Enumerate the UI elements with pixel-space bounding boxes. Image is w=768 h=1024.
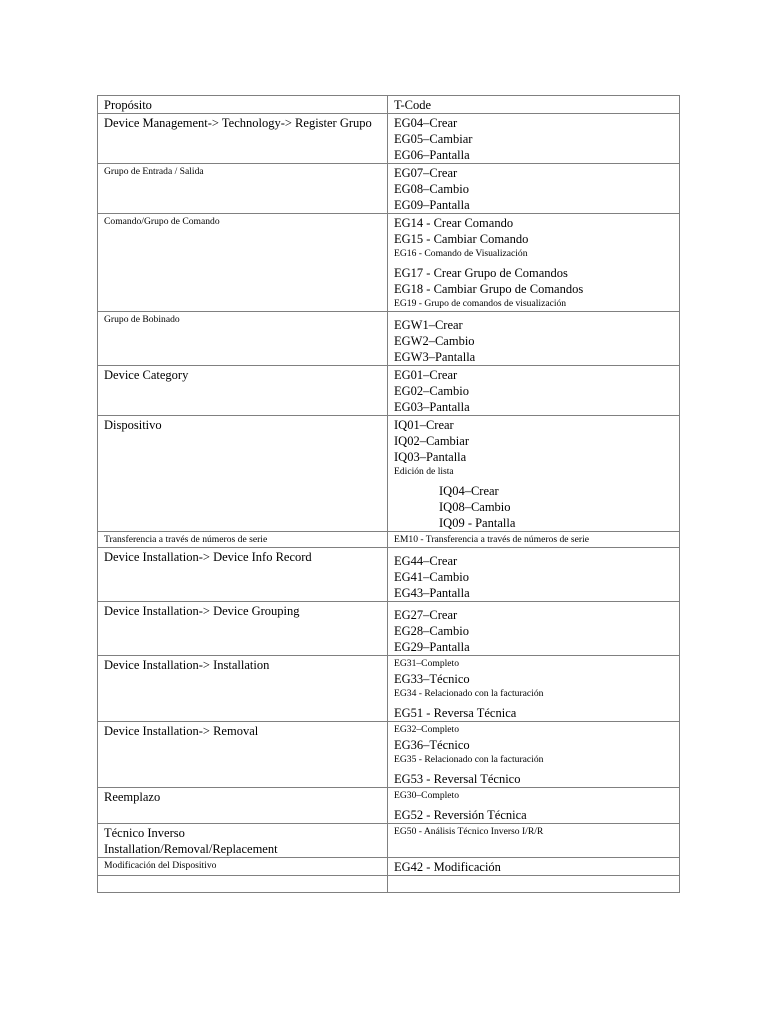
tcode-entry: EG42 - Modificación <box>394 860 501 874</box>
tcode-entry: EG06–Pantalla <box>394 148 470 162</box>
tcode-cell <box>388 366 680 416</box>
purpose-text: Dispositivo <box>104 418 162 432</box>
purpose-text: Installation/Removal/Replacement <box>104 842 278 856</box>
tcode-cell <box>388 858 680 876</box>
tcode-entry: EG31–Completo <box>394 658 460 669</box>
table-row <box>98 214 680 312</box>
purpose-text: Device Installation-> Installation <box>104 658 270 672</box>
purpose-text: Device Installation-> Device Grouping <box>104 604 300 618</box>
tcode-entry: EG16 - Comando de Visualización <box>394 248 528 259</box>
tcode-entry: EGW3–Pantalla <box>394 350 476 364</box>
tcode-entry: EG33–Técnico <box>394 672 470 686</box>
purpose-cell <box>98 824 388 858</box>
tcode-entry: EG43–Pantalla <box>394 586 470 600</box>
tcode-entry: EG27–Crear <box>394 608 458 622</box>
tcode-cell <box>388 532 680 548</box>
tcode-cell <box>388 788 680 824</box>
purpose-cell <box>98 114 388 164</box>
tcode-entry: EG02–Cambio <box>394 384 469 398</box>
tcode-entry: EGW1–Crear <box>394 318 463 332</box>
tcode-entry: EG44–Crear <box>394 554 458 568</box>
purpose-cell <box>98 416 388 532</box>
tcode-entry: EG41–Cambio <box>394 570 469 584</box>
empty-cell <box>98 876 388 893</box>
purpose-text: Reemplazo <box>104 790 161 804</box>
table-row <box>98 366 680 416</box>
tcode-cell <box>388 824 680 858</box>
tcode-entry: EG15 - Cambiar Comando <box>394 232 529 246</box>
tcode-entry: EG07–Crear <box>394 166 458 180</box>
tcode-entry: EG18 - Cambiar Grupo de Comandos <box>394 282 584 296</box>
tcode-cell <box>388 548 680 602</box>
purpose-text: Device Installation-> Removal <box>104 724 259 738</box>
purpose-text: Modificación del Dispositivo <box>104 860 217 871</box>
tcode-cell <box>388 312 680 366</box>
tcode-entry: EG36–Técnico <box>394 738 470 752</box>
tcode-entry: IQ04–Crear <box>439 484 499 498</box>
table-row <box>98 788 680 824</box>
purpose-text: Device Management-> Technology-> Register Grupo <box>104 116 372 130</box>
tcode-entry: EG34 - Relacionado con la facturación <box>394 688 544 699</box>
tcode-entry: IQ08–Cambio <box>439 500 511 514</box>
tcode-entry: EG09–Pantalla <box>394 198 470 212</box>
tcode-entry: EG32–Completo <box>394 724 460 735</box>
purpose-cell <box>98 858 388 876</box>
table-body <box>98 96 680 893</box>
tcode-entry: IQ03–Pantalla <box>394 450 467 464</box>
purpose-cell <box>98 548 388 602</box>
table-row <box>98 312 680 366</box>
purpose-cell <box>98 788 388 824</box>
empty-row <box>98 876 680 893</box>
purpose-text: Device Category <box>104 368 189 382</box>
table-row <box>98 416 680 532</box>
tcode-entry: IQ01–Crear <box>394 418 454 432</box>
tcode-cell <box>388 656 680 722</box>
tcode-entry: IQ02–Cambiar <box>394 434 469 448</box>
tcode-entry: EG01–Crear <box>394 368 458 382</box>
tcode-cell <box>388 602 680 656</box>
table-row <box>98 824 680 858</box>
tcode-cell <box>388 214 680 312</box>
tcode-entry: EG52 - Reversión Técnica <box>394 808 527 822</box>
tcode-entry: EG28–Cambio <box>394 624 469 638</box>
tcode-entry: EGW2–Cambio <box>394 334 475 348</box>
purpose-text: Grupo de Bobinado <box>104 314 180 325</box>
empty-cell <box>388 876 680 893</box>
purpose-cell <box>98 164 388 214</box>
purpose-cell <box>98 366 388 416</box>
table-row <box>98 532 680 548</box>
table-header-row <box>98 96 680 114</box>
tcode-cell <box>388 164 680 214</box>
header-tcode-label: T-Code <box>394 98 432 112</box>
table-row <box>98 548 680 602</box>
tcode-entry: EG17 - Crear Grupo de Comandos <box>394 266 568 280</box>
table-row <box>98 722 680 788</box>
purpose-cell <box>98 532 388 548</box>
purpose-text: Comando/Grupo de Comando <box>104 216 220 227</box>
purpose-text: Técnico Inverso <box>104 826 185 840</box>
tcode-table <box>97 95 680 893</box>
table-row <box>98 164 680 214</box>
tcode-entry: EG50 - Análisis Técnico Inverso I/R/R <box>394 826 544 837</box>
purpose-text: Device Installation-> Device Info Record <box>104 550 312 564</box>
tcode-entry: EM10 - Transferencia a través de números de serie <box>394 534 590 545</box>
table-row <box>98 602 680 656</box>
header-purpose <box>98 96 388 114</box>
tcode-entry: EG04–Crear <box>394 116 458 130</box>
tcode-entry: IQ09 - Pantalla <box>439 516 516 530</box>
tcode-entry: EG19 - Grupo de comandos de visualización <box>394 298 567 309</box>
tcode-entry: EG08–Cambio <box>394 182 469 196</box>
tcode-entry: EG14 - Crear Comando <box>394 216 514 230</box>
tcode-entry: EG05–Cambiar <box>394 132 473 146</box>
header-tcode <box>388 96 680 114</box>
purpose-text: Grupo de Entrada / Salida <box>104 166 204 177</box>
tcode-cell <box>388 114 680 164</box>
purpose-cell <box>98 656 388 722</box>
tcode-entry: EG51 - Reversa Técnica <box>394 706 517 720</box>
header-purpose-label: Propósito <box>104 98 152 112</box>
purpose-cell <box>98 214 388 312</box>
tcode-entry: Edición de lista <box>394 466 454 477</box>
tcode-cell <box>388 722 680 788</box>
tcode-entry: EG03–Pantalla <box>394 400 470 414</box>
purpose-text: Transferencia a través de números de serie <box>104 534 268 545</box>
tcode-entry: EG29–Pantalla <box>394 640 470 654</box>
table-row <box>98 656 680 722</box>
table-row <box>98 114 680 164</box>
purpose-cell <box>98 602 388 656</box>
tcode-entry: EG35 - Relacionado con la facturación <box>394 754 544 765</box>
purpose-cell <box>98 312 388 366</box>
purpose-cell <box>98 722 388 788</box>
tcode-entry: EG30–Completo <box>394 790 460 801</box>
tcode-cell <box>388 416 680 532</box>
tcode-entry: EG53 - Reversal Técnico <box>394 772 521 786</box>
table-row <box>98 858 680 876</box>
